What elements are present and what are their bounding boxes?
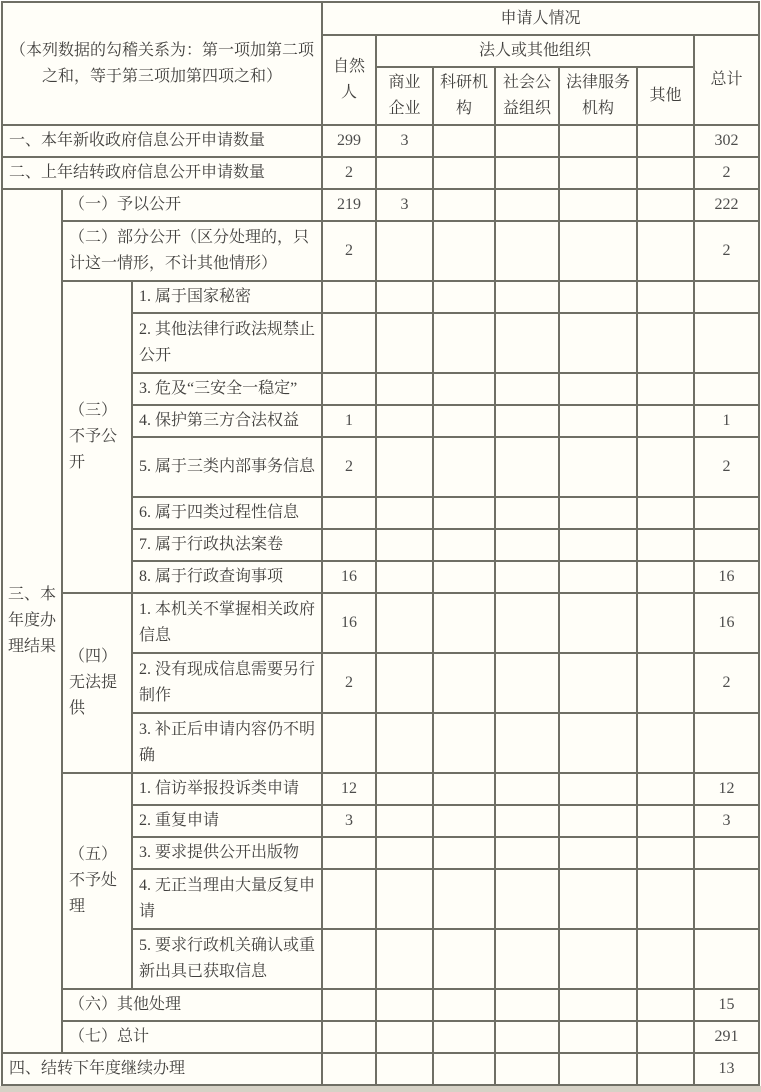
cell-public-welfare: [495, 373, 559, 405]
table-row: [2, 593, 759, 653]
cell-total: [694, 373, 759, 405]
header-org-type-public-welfare: 社会公益组织: [495, 67, 559, 125]
cell-other: [637, 373, 694, 405]
cell-public-welfare: [495, 593, 559, 653]
cell-legal-service: [559, 221, 637, 281]
cell-other: [637, 437, 694, 497]
cell-research: [433, 713, 495, 773]
cell-research: [433, 929, 495, 989]
cell-total: [694, 497, 759, 529]
cell-business: [376, 989, 433, 1021]
table-row: [2, 281, 759, 313]
cell-research: [433, 1053, 495, 1085]
row-label: 4. 无正当理由大量反复申请: [132, 869, 322, 929]
cell-other: [637, 497, 694, 529]
row-label: 4. 保护第三方合法权益: [132, 405, 322, 437]
cell-research: [433, 529, 495, 561]
cell-other: [637, 989, 694, 1021]
cell-research: [433, 221, 495, 281]
cell-research: [433, 373, 495, 405]
cell-total: 222: [694, 189, 759, 221]
cell-public-welfare: [495, 773, 559, 805]
cell-total: [694, 313, 759, 373]
cell-legal-service: [559, 405, 637, 437]
cell-research: [433, 313, 495, 373]
cell-business: [376, 561, 433, 593]
cell-public-welfare: [495, 157, 559, 189]
cell-total: 291: [694, 1021, 759, 1053]
table-row: [2, 157, 759, 189]
cell-total: 3: [694, 805, 759, 837]
cell-business: [376, 929, 433, 989]
cell-legal-service: [559, 189, 637, 221]
cell-legal-service: [559, 989, 637, 1021]
cell-legal-service: [559, 1021, 637, 1053]
row-label: （六）其他处理: [62, 989, 322, 1021]
cell-total: [694, 837, 759, 869]
cell-total: 1: [694, 405, 759, 437]
cell-public-welfare: [495, 189, 559, 221]
cell-natural-person: 219: [322, 189, 376, 221]
cell-public-welfare: [495, 653, 559, 713]
cell-business: 3: [376, 125, 433, 157]
cell-business: [376, 1053, 433, 1085]
cell-research: [433, 281, 495, 313]
cell-total: 12: [694, 773, 759, 805]
cell-other: [637, 713, 694, 773]
table-row: [2, 189, 759, 221]
row-label: 1. 属于国家秘密: [132, 281, 322, 313]
cell-natural-person: [322, 989, 376, 1021]
row-label: 8. 属于行政查询事项: [132, 561, 322, 593]
cell-other: [637, 653, 694, 713]
cell-research: [433, 157, 495, 189]
cell-legal-service: [559, 157, 637, 189]
table-row: [2, 1021, 759, 1053]
cell-other: [637, 869, 694, 929]
group-label-not-disclosed: （三）不予公开: [62, 281, 132, 593]
cell-total: [694, 529, 759, 561]
header-org-type-research: 科研机构: [433, 67, 495, 125]
cell-public-welfare: [495, 437, 559, 497]
row-label: 3. 补正后申请内容仍不明确: [132, 713, 322, 773]
cell-natural-person: [322, 373, 376, 405]
table-row: [2, 989, 759, 1021]
row-label: 二、上年结转政府信息公开申请数量: [2, 157, 322, 189]
row-label: 1. 信访举报投诉类申请: [132, 773, 322, 805]
cell-business: [376, 713, 433, 773]
cell-legal-service: [559, 837, 637, 869]
cell-legal-service: [559, 869, 637, 929]
cell-other: [637, 157, 694, 189]
cell-business: [376, 805, 433, 837]
cell-public-welfare: [495, 1053, 559, 1085]
header-total: 总计: [694, 35, 759, 125]
cell-business: [376, 281, 433, 313]
header-applicant-situation: 申请人情况: [322, 2, 759, 35]
cell-business: [376, 529, 433, 561]
cell-other: [637, 837, 694, 869]
cell-business: [376, 837, 433, 869]
cell-other: [637, 1021, 694, 1053]
cell-legal-service: [559, 805, 637, 837]
cell-research: [433, 189, 495, 221]
cell-research: [433, 125, 495, 157]
cell-natural-person: [322, 497, 376, 529]
cell-other: [637, 929, 694, 989]
row-label: 3. 危及“三安全一稳定”: [132, 373, 322, 405]
cell-total: [694, 281, 759, 313]
cell-natural-person: [322, 1021, 376, 1053]
cell-legal-service: [559, 713, 637, 773]
cell-legal-service: [559, 561, 637, 593]
cell-total: 302: [694, 125, 759, 157]
table-note: （本列数据的勾稽关系为：第一项加第二项之和，等于第三项加第四项之和）: [2, 2, 322, 125]
cell-business: [376, 373, 433, 405]
row-label: 6. 属于四类过程性信息: [132, 497, 322, 529]
cell-other: [637, 221, 694, 281]
cell-natural-person: [322, 869, 376, 929]
cell-total: 16: [694, 561, 759, 593]
cell-legal-service: [559, 313, 637, 373]
row-label: 2. 重复申请: [132, 805, 322, 837]
cell-legal-service: [559, 653, 637, 713]
group-label-unable-to-provide: （四）无法提供: [62, 593, 132, 773]
cell-natural-person: 2: [322, 157, 376, 189]
cell-total: [694, 713, 759, 773]
cell-total: 16: [694, 593, 759, 653]
cell-natural-person: 1: [322, 405, 376, 437]
header-natural-person: 自然人: [322, 35, 376, 125]
cell-natural-person: 3: [322, 805, 376, 837]
cell-total: 2: [694, 221, 759, 281]
cell-business: [376, 1021, 433, 1053]
cell-legal-service: [559, 281, 637, 313]
group-label-not-processed: （五）不予处理: [62, 773, 132, 989]
cell-total: 13: [694, 1053, 759, 1085]
cell-research: [433, 1021, 495, 1053]
cell-other: [637, 1053, 694, 1085]
cell-legal-service: [559, 773, 637, 805]
cell-business: [376, 313, 433, 373]
cell-other: [637, 313, 694, 373]
cell-natural-person: 12: [322, 773, 376, 805]
cell-other: [637, 405, 694, 437]
cell-legal-service: [559, 437, 637, 497]
cell-research: [433, 437, 495, 497]
cell-research: [433, 869, 495, 929]
cell-public-welfare: [495, 497, 559, 529]
cell-public-welfare: [495, 529, 559, 561]
cell-other: [637, 773, 694, 805]
cell-legal-service: [559, 125, 637, 157]
row-label: 2. 没有现成信息需要另行制作: [132, 653, 322, 713]
cell-total: 2: [694, 437, 759, 497]
cell-business: [376, 593, 433, 653]
cell-research: [433, 773, 495, 805]
cell-research: [433, 837, 495, 869]
cell-public-welfare: [495, 1021, 559, 1053]
row-label: 5. 属于三类内部事务信息: [132, 437, 322, 497]
cell-public-welfare: [495, 869, 559, 929]
table-row: [2, 773, 759, 805]
cell-other: [637, 125, 694, 157]
cell-public-welfare: [495, 561, 559, 593]
cell-natural-person: [322, 281, 376, 313]
cell-natural-person: 2: [322, 653, 376, 713]
cell-business: 3: [376, 189, 433, 221]
cell-other: [637, 529, 694, 561]
row-label: （二）部分公开（区分处理的，只计这一情形，不计其他情形）: [62, 221, 322, 281]
cell-business: [376, 497, 433, 529]
cell-natural-person: [322, 1053, 376, 1085]
row-label: 5. 要求行政机关确认或重新出具已获取信息: [132, 929, 322, 989]
cell-total: 2: [694, 157, 759, 189]
row-label: 四、结转下年度继续办理: [2, 1053, 322, 1085]
cell-legal-service: [559, 529, 637, 561]
row-label: 1. 本机关不掌握相关政府信息: [132, 593, 322, 653]
cell-public-welfare: [495, 713, 559, 773]
row-label: （一）予以公开: [62, 189, 322, 221]
cell-other: [637, 561, 694, 593]
cell-public-welfare: [495, 313, 559, 373]
cell-other: [637, 189, 694, 221]
cell-natural-person: 299: [322, 125, 376, 157]
cell-natural-person: 16: [322, 561, 376, 593]
header-legal-or-other-org: 法人或其他组织: [376, 35, 694, 67]
cell-business: [376, 221, 433, 281]
cell-public-welfare: [495, 805, 559, 837]
cell-public-welfare: [495, 221, 559, 281]
cell-total: 2: [694, 653, 759, 713]
row-label: 2. 其他法律行政法规禁止公开: [132, 313, 322, 373]
cell-business: [376, 405, 433, 437]
cell-public-welfare: [495, 929, 559, 989]
cell-natural-person: 2: [322, 437, 376, 497]
cell-natural-person: [322, 713, 376, 773]
cell-business: [376, 437, 433, 497]
row-label: 一、本年新收政府信息公开申请数量: [2, 125, 322, 157]
cell-business: [376, 773, 433, 805]
cell-legal-service: [559, 373, 637, 405]
section-label-results: 三、本年度办理结果: [2, 189, 62, 1053]
table-row: [2, 221, 759, 281]
cell-natural-person: 16: [322, 593, 376, 653]
cell-public-welfare: [495, 281, 559, 313]
document-page: [0, 1, 761, 1086]
header-org-type-business: 商业企业: [376, 67, 433, 125]
row-label: 7. 属于行政执法案卷: [132, 529, 322, 561]
cell-research: [433, 561, 495, 593]
row-label: 3. 要求提供公开出版物: [132, 837, 322, 869]
cell-public-welfare: [495, 405, 559, 437]
cell-total: [694, 869, 759, 929]
cell-natural-person: [322, 313, 376, 373]
cell-total: 15: [694, 989, 759, 1021]
cell-business: [376, 653, 433, 713]
cell-other: [637, 281, 694, 313]
cell-research: [433, 405, 495, 437]
cell-natural-person: [322, 529, 376, 561]
cell-research: [433, 497, 495, 529]
table-row: [2, 1053, 759, 1085]
cell-legal-service: [559, 929, 637, 989]
cell-research: [433, 989, 495, 1021]
cell-research: [433, 805, 495, 837]
cell-other: [637, 593, 694, 653]
table-row: [2, 125, 759, 157]
cell-public-welfare: [495, 989, 559, 1021]
cell-natural-person: 2: [322, 221, 376, 281]
gov-info-disclosure-table: [1, 1, 760, 1086]
cell-business: [376, 869, 433, 929]
cell-natural-person: [322, 837, 376, 869]
cell-legal-service: [559, 593, 637, 653]
cell-legal-service: [559, 497, 637, 529]
cell-total: [694, 929, 759, 989]
cell-legal-service: [559, 1053, 637, 1085]
cell-research: [433, 653, 495, 713]
header-org-type-other: 其他: [637, 67, 694, 125]
cell-natural-person: [322, 929, 376, 989]
cell-other: [637, 805, 694, 837]
cell-public-welfare: [495, 125, 559, 157]
header-org-type-legal-service: 法律服务机构: [559, 67, 637, 125]
page-bottom-edge: [0, 1086, 761, 1092]
cell-research: [433, 593, 495, 653]
row-label: （七）总计: [62, 1021, 322, 1053]
cell-business: [376, 157, 433, 189]
cell-public-welfare: [495, 837, 559, 869]
